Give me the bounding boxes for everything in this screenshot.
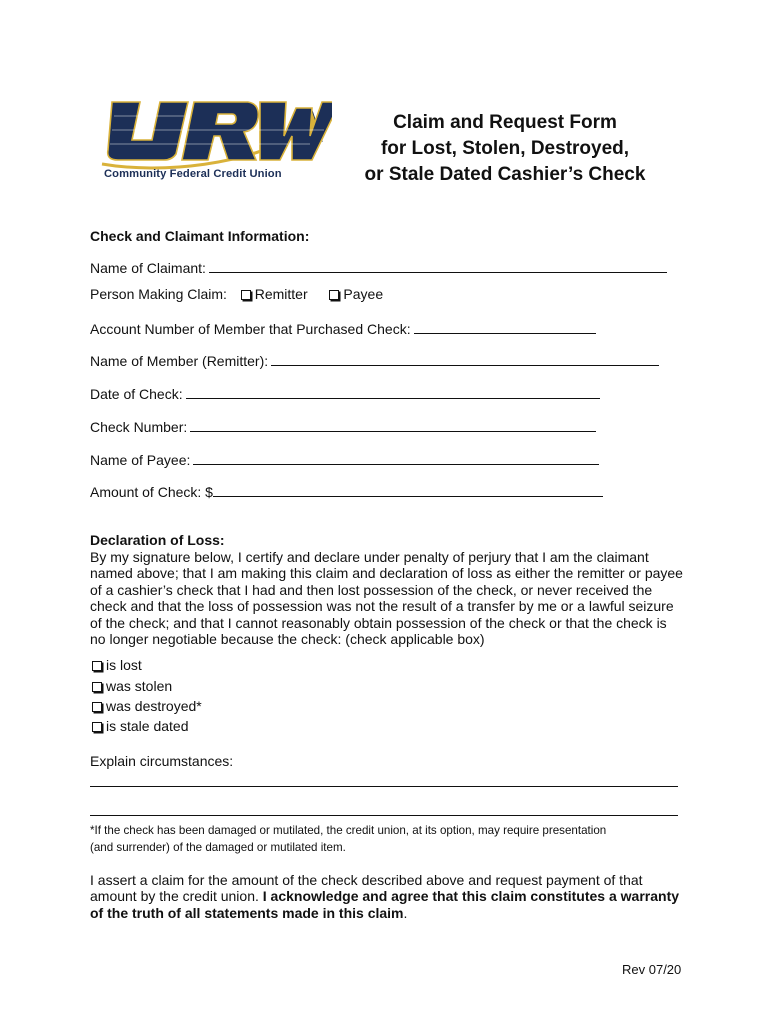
name-of-payee-row [90, 451, 599, 468]
title-line-1: Claim and Request Form [393, 112, 617, 133]
person-making-claim-row [90, 286, 383, 302]
is-stale-dated-checkbox[interactable] [92, 722, 102, 732]
footnote [90, 823, 606, 856]
declaration-line: named above; that I am making this claim and declaration of loss as either the remitter or payee [90, 565, 683, 582]
logo-caption: Community Federal Credit Union [104, 168, 282, 180]
is-lost-label: is lost [106, 657, 142, 673]
assertion-text [90, 872, 690, 921]
is-lost-checkbox[interactable] [92, 661, 102, 671]
explain-line-2[interactable] [90, 815, 678, 816]
title-line-3: or Stale Dated Cashier’s Check [364, 164, 646, 185]
name-of-member-label: Name of Member (Remitter): [90, 353, 269, 369]
explain-line-1[interactable] [90, 786, 678, 787]
assertion-line-3-end: . [403, 904, 408, 921]
name-of-payee-label: Name of Payee: [90, 452, 191, 468]
payee-checkbox[interactable] [329, 290, 339, 300]
amount-of-check-label: Amount of Check: $ [90, 484, 213, 500]
remitter-checkbox[interactable] [241, 290, 251, 300]
assertion-line-2-plain: amount by the credit union. [90, 888, 263, 905]
footnote-line-2: (and surrender) of the damaged or mutilated item. [90, 840, 346, 854]
revision-label: Rev 07/20 [622, 962, 682, 977]
declaration-line: By my signature below, I certify and declare under penalty of perjury that I am the claimant [90, 549, 649, 565]
date-of-check-row [90, 385, 600, 402]
title-line-2: for Lost, Stolen, Destroyed, [380, 138, 630, 159]
declaration-text [90, 549, 690, 647]
assertion-line-1: I assert a claim for the amount of the check described above and request payment of that [90, 872, 643, 888]
date-of-check-field[interactable] [186, 385, 600, 399]
account-number-label: Account Number of Member that Purchased Check: [90, 321, 411, 337]
section-heading-check-info: Check and Claimant Information: [90, 228, 310, 244]
declaration-line: of a cashier’s check that I had and then lost possession of the check, or never received the [90, 581, 653, 598]
account-number-row [90, 320, 596, 337]
was-destroyed-checkbox[interactable] [92, 702, 102, 712]
amount-of-check-row [90, 483, 603, 500]
name-of-member-field[interactable] [271, 352, 659, 366]
name-of-claimant-field[interactable] [209, 259, 667, 273]
assertion-line-2-bold: I acknowledge and agree that this claim constitutes a warranty [262, 888, 680, 905]
was-stolen-checkbox[interactable] [92, 682, 102, 692]
option-is-lost [92, 657, 142, 674]
name-of-claimant-row [90, 259, 667, 276]
was-destroyed-label: was destroyed* [106, 698, 202, 714]
name-of-claimant-label: Name of Claimant: [90, 260, 206, 276]
date-of-check-label: Date of Check: [90, 386, 183, 402]
declaration-line: of the check; and that I cannot reasonably obtain possession of the check or that the check is [90, 614, 667, 631]
footnote-line-1: *If the check has been damaged or mutilated, the credit union, at its option, may require presentation [90, 824, 607, 837]
option-was-destroyed [92, 698, 202, 715]
check-number-row [90, 418, 596, 435]
explain-circumstances-label: Explain circumstances: [90, 753, 234, 769]
name-of-payee-field[interactable] [193, 451, 599, 465]
amount-of-check-field[interactable] [213, 483, 603, 497]
is-stale-dated-label: is stale dated [106, 718, 189, 734]
account-number-field[interactable] [414, 320, 596, 334]
option-is-stale-dated [92, 718, 189, 735]
check-number-label: Check Number: [90, 419, 188, 435]
urw-wordmark-icon [100, 96, 332, 176]
urw-logo [100, 96, 332, 192]
option-was-stolen [92, 678, 172, 695]
person-making-claim-label: Person Making Claim: [90, 286, 227, 302]
declaration-heading: Declaration of Loss: [90, 532, 225, 548]
form-title [340, 110, 670, 188]
declaration-line: check and that the loss of possession was not the result of a transfer by me or a lawful seizure [90, 598, 674, 615]
declaration-line: no longer negotiable because the check: (check applicable box) [90, 631, 485, 648]
name-of-member-row [90, 352, 659, 369]
was-stolen-label: was stolen [106, 678, 173, 694]
assertion-line-3-bold: of the truth of all statements made in this claim [90, 904, 404, 921]
payee-label: Payee [343, 286, 384, 302]
check-number-field[interactable] [190, 418, 596, 432]
remitter-label: Remitter [254, 286, 308, 302]
